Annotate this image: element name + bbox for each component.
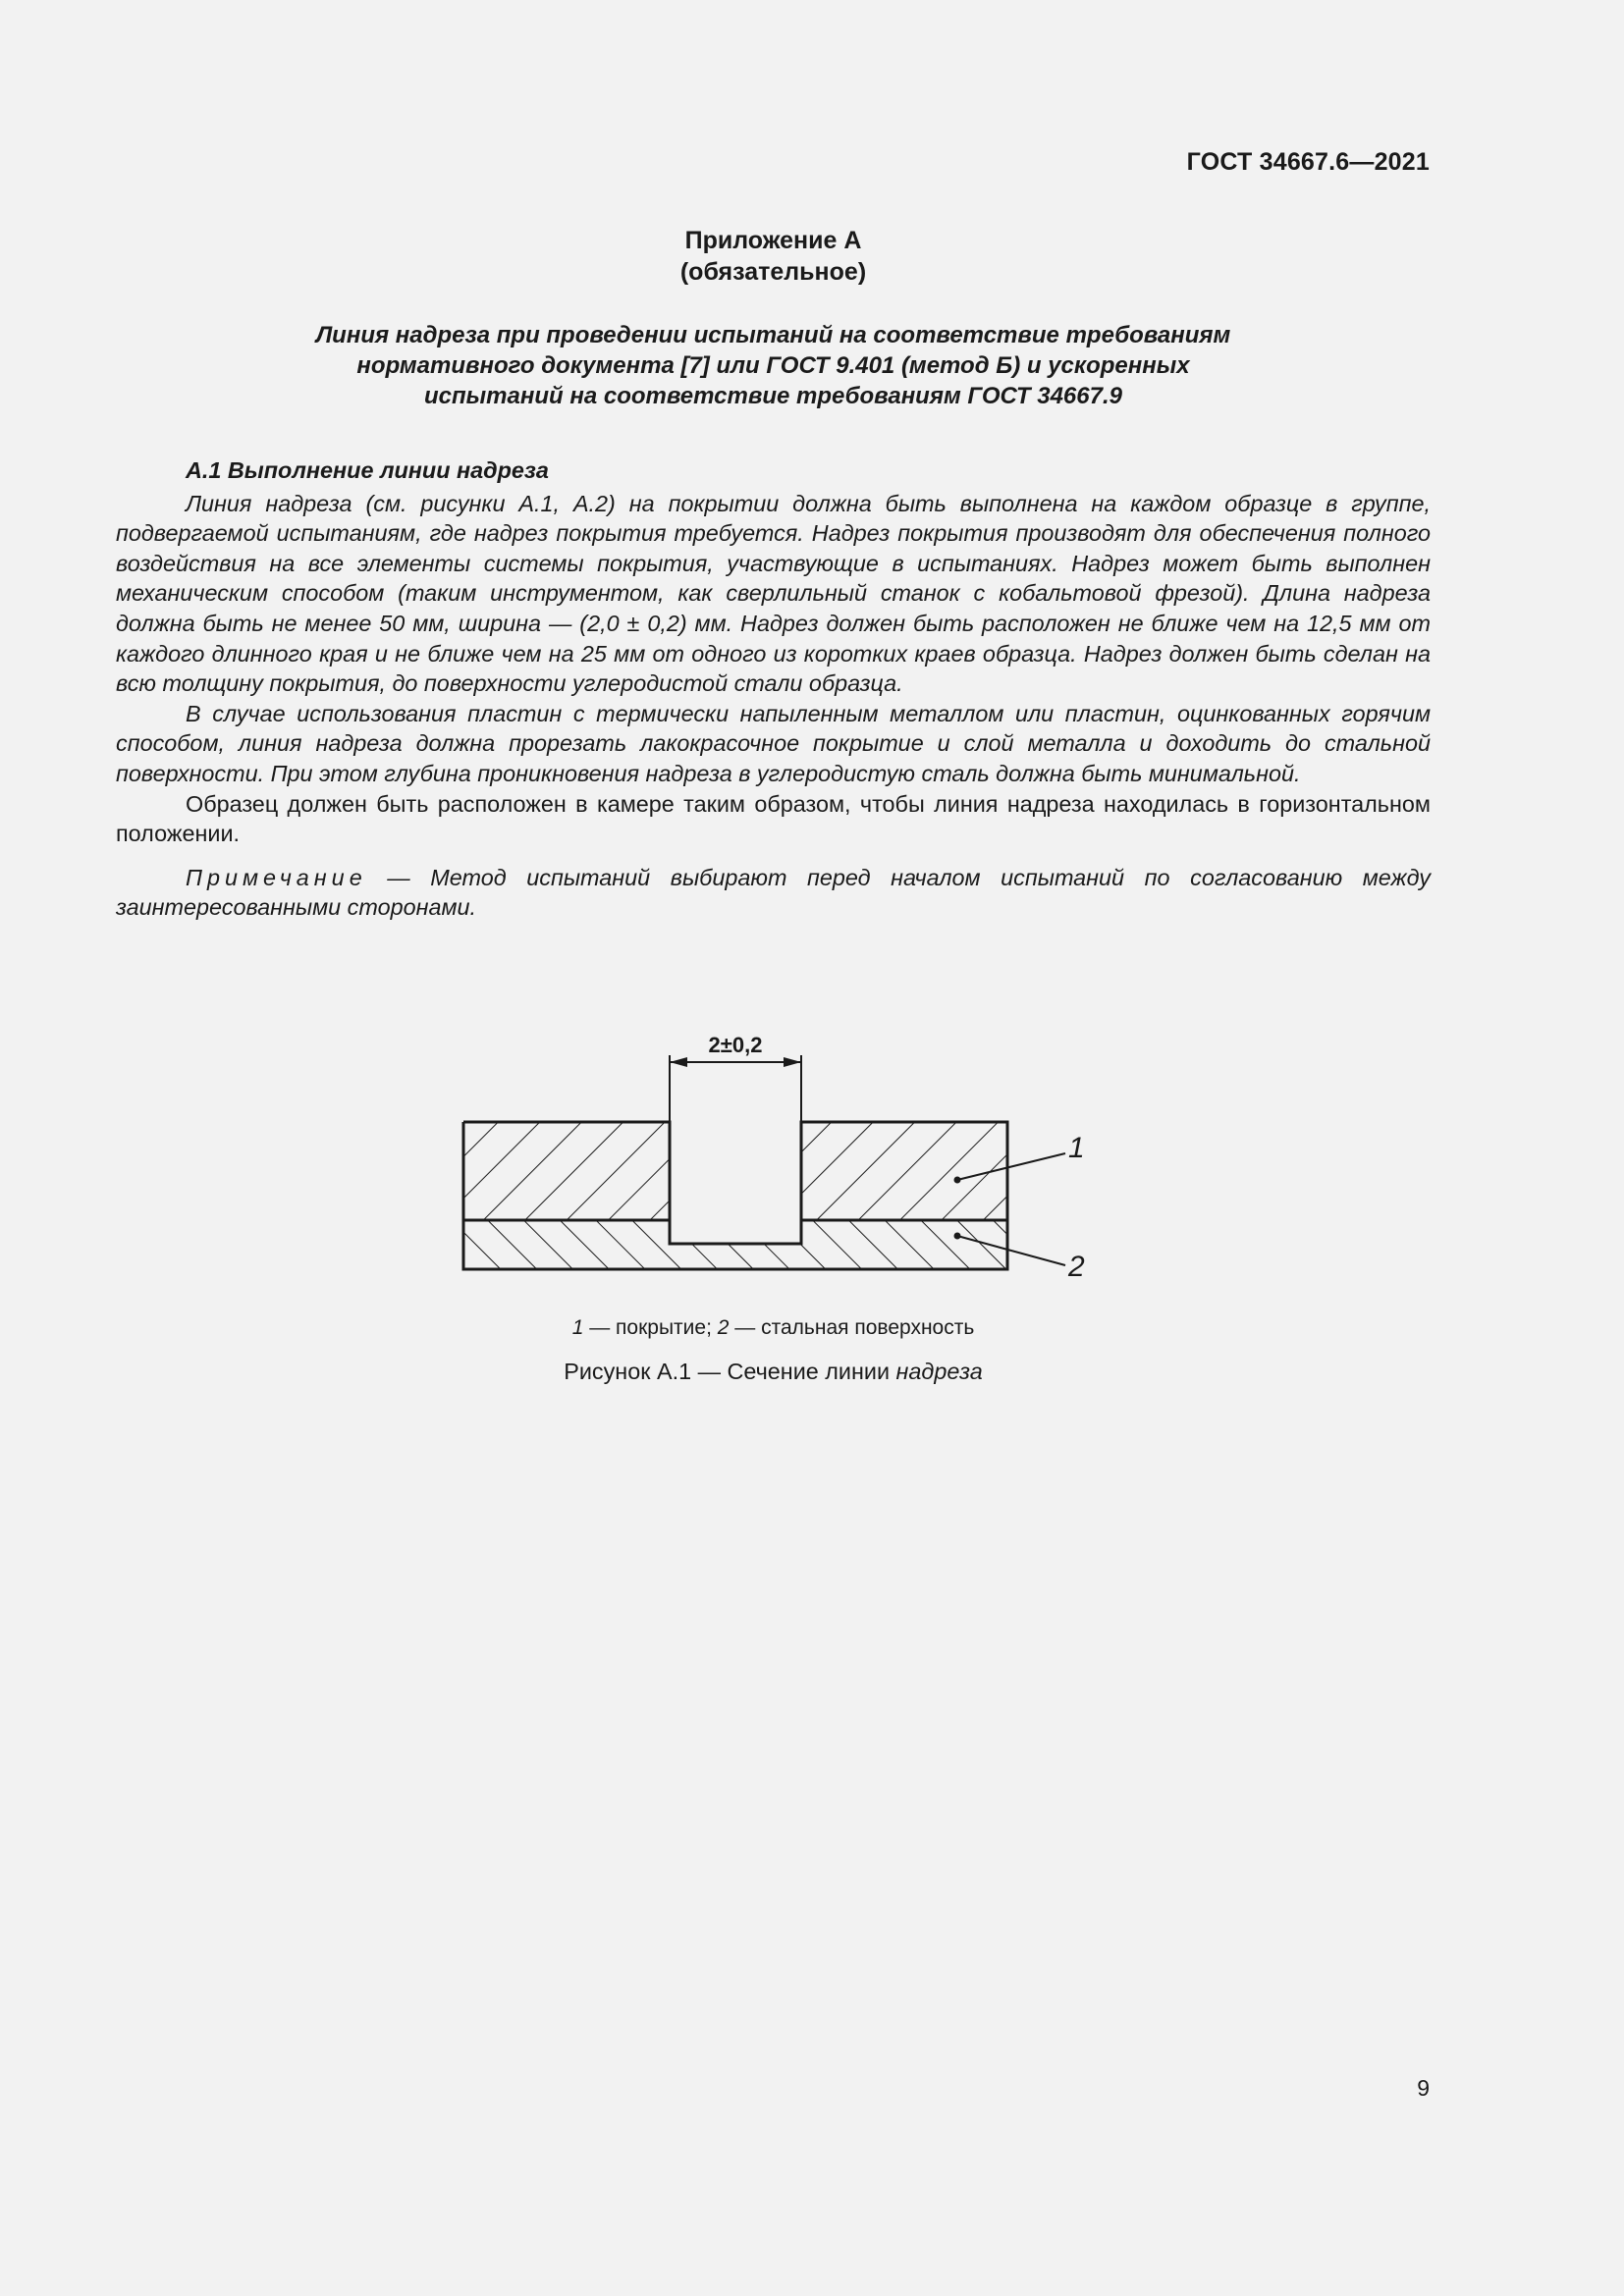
appendix-title-block bbox=[0, 225, 1546, 288]
caption-prefix: Рисунок А.1 — Сечение линии bbox=[564, 1359, 896, 1384]
paragraph: Образец должен быть расположен в камере таким образом, чтобы линия надреза находилась в горизонтальном положении. bbox=[116, 790, 1431, 847]
page-number: 9 bbox=[1417, 2075, 1430, 2101]
figure-caption bbox=[0, 1359, 1546, 1385]
legend-num-2: 2 bbox=[717, 1316, 730, 1339]
paragraph: В случае использования пластин с термически напыленным металлом или пластин, оцинкованных горячим способом, линия надреза должна прорезать лакокрасочное покрытие и слой металла и доходить до стальной поверхности. При этом глубина проникновения надреза в углеродистую сталь должна быть минимальной. bbox=[116, 700, 1431, 786]
appendix-subject-line: испытаний на соответствие требованиям ГОСТ 34667.9 bbox=[424, 383, 1122, 409]
legend-text-2: — стальная поверхность bbox=[729, 1316, 975, 1339]
paragraph: Линия надреза (см. рисунки А.1, А.2) на покрытии должна быть выполнена на каждом образце в группе, подвергаемой испытаниям, где надрез покрытия требуется. Надрез покрытия производят для обеспечения полного воздействия на все элементы системы покрытия, участвующие в испытаниях. Надрез может быть выполнен механическим способом (таким инструментом, как сверлильный станок с кобальтовой фрезой). Длина надреза должна быть не менее 50 мм, ширина — (2,0 ± 0,2) мм. Надрез должен быть расположен не ближе чем на 12,5 мм от каждого длинного края и не ближе чем на 25 мм от одного из коротких краев образца. Надрез должен быть сделан на всю толщину покрытия, до поверхности углеродистой стали образца. bbox=[116, 490, 1431, 697]
dimension-arrow-left bbox=[670, 1057, 687, 1067]
callout-1: 1 bbox=[1068, 1132, 1085, 1164]
appendix-subject-line: нормативного документа [7] или ГОСТ 9.401 (метод Б) и ускоренных bbox=[356, 352, 1190, 379]
note: Примечание — Метод испытаний выбирают перед началом испытаний по согласованию между заинтересованными сторонами. bbox=[116, 864, 1432, 921]
dimension-arrow-right bbox=[784, 1057, 801, 1067]
appendix-status: (обязательное) bbox=[679, 258, 867, 286]
figure-cut-section bbox=[432, 1021, 1119, 1296]
callout-2: 2 bbox=[1068, 1251, 1085, 1283]
cut-section-drawing bbox=[432, 1021, 1119, 1296]
dimension-label: 2±0,2 bbox=[708, 1033, 763, 1057]
cut-groove bbox=[670, 1122, 801, 1244]
section-body bbox=[116, 455, 1431, 945]
legend-num-1: 1 bbox=[571, 1316, 584, 1339]
note-text: Метод испытаний выбирают перед началом испытаний по согласованию между заинтересованными сторонами. bbox=[116, 864, 1432, 921]
legend-text-1: — покрытие; bbox=[583, 1316, 718, 1339]
appendix-subject bbox=[196, 320, 1350, 411]
section-heading: А.1 Выполнение линии надреза bbox=[186, 457, 549, 483]
coating-left bbox=[463, 1122, 670, 1220]
appendix-subject-line: Линия надреза при проведении испытаний на соответствие требованиям bbox=[315, 322, 1231, 348]
figure-legend bbox=[0, 1316, 1546, 1340]
appendix-title: Приложение А bbox=[684, 227, 862, 254]
caption-italic: надреза bbox=[895, 1359, 983, 1384]
document-code: ГОСТ 34667.6—2021 bbox=[1186, 148, 1430, 176]
note-label: Примечание bbox=[186, 864, 367, 890]
coating-right bbox=[801, 1122, 1007, 1220]
